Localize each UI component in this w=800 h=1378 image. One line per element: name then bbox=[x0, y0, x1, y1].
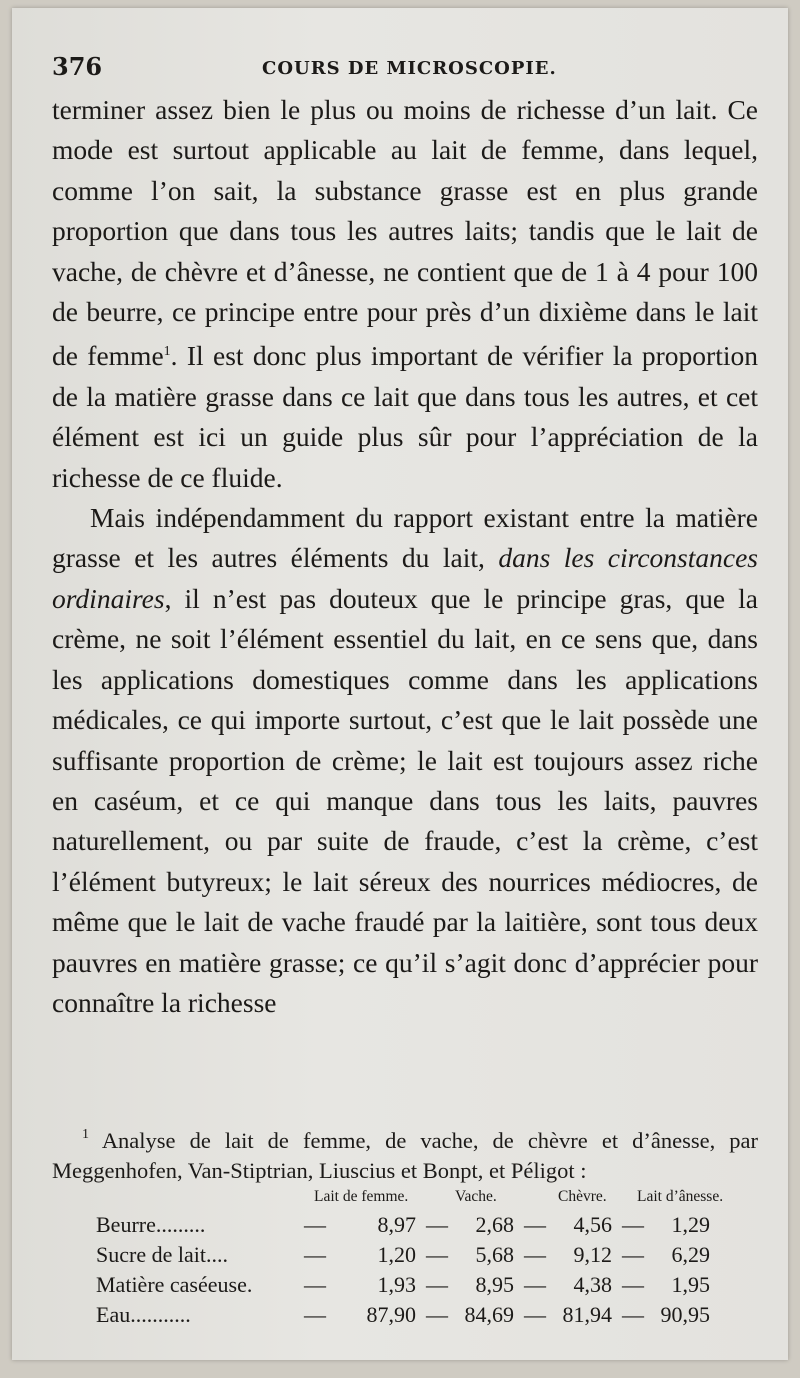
paragraph-2-italic: dans les circonstances ordinaires bbox=[52, 542, 758, 614]
row-label: Eau........... bbox=[96, 1302, 191, 1327]
table-cell: 90,95 bbox=[660, 1302, 710, 1327]
body-text bbox=[52, 90, 758, 1023]
column-header: Lait de femme. bbox=[314, 1188, 409, 1205]
dash: — bbox=[622, 1242, 644, 1267]
dash: — bbox=[304, 1212, 326, 1237]
table-row bbox=[52, 1212, 758, 1242]
table-cell: 1,95 bbox=[671, 1272, 710, 1297]
paragraph-2-end: , il n’est pas douteux que le principe gras, que la crème, ne soit l’élément essentiel du lait, en ce sens que, dans les applications domestiques comme dans les applications médicales, ce qui importe surtout, c’est que le lait possède une suffisante proportion de crème; le lait est toujours assez riche en caséum, et ce qui manque dans tous les laits, pauvres naturellement, ou par suite de fraude, c’est la crème, c’est l’élément butyreux; le lait séreux des nourrices médiocres, de même que le lait de vache fraudé par la laitière, sont tous deux pauvres en matière grasse; ce qu’il s’agit donc d’apprécier pour connaître la richesse bbox=[52, 582, 758, 1018]
row-label: Matière caséeuse. bbox=[96, 1272, 253, 1297]
dash: — bbox=[622, 1272, 644, 1297]
dash: — bbox=[304, 1302, 326, 1327]
dash: — bbox=[524, 1302, 546, 1327]
milk-analysis-table bbox=[52, 1188, 758, 1332]
dash: — bbox=[426, 1212, 448, 1237]
footnote-mark: 1 bbox=[82, 1127, 89, 1142]
table-cell: 84,69 bbox=[464, 1302, 514, 1327]
paragraph-1-text: terminer assez bien le plus ou moins de richesse d’un lait. Ce mode est surtout applicable au lait de femme, dans lequel, comme l’on sait, la substance grasse est en plus grande proportion que dans tous les autres laits; tandis que le lait de vache, de chèvre et d’ânesse, ne contient que de 1 à 4 pour 100 de beurre, ce principe entre pour près d’un dixième dans le lait de femme bbox=[52, 94, 758, 372]
table-header-row bbox=[52, 1188, 758, 1212]
dash: — bbox=[524, 1272, 546, 1297]
column-header: Vache. bbox=[455, 1188, 497, 1205]
column-header: Chèvre. bbox=[558, 1188, 607, 1205]
dash: — bbox=[426, 1302, 448, 1327]
table-cell: 9,12 bbox=[573, 1242, 612, 1267]
table-row bbox=[52, 1272, 758, 1302]
dash: — bbox=[622, 1302, 644, 1327]
footnote bbox=[52, 1120, 758, 1186]
column-header: Lait d’ânesse. bbox=[637, 1188, 724, 1205]
table-cell: 1,20 bbox=[377, 1242, 416, 1267]
paragraph-1-end: . Il est donc plus important de vérifier la proportion de la matière grasse dans ce lait que dans tous les autres, et cet élément est ici un guide plus sûr pour l’appréciation de la richesse de ce fluide. bbox=[52, 340, 758, 493]
table-cell: 1,29 bbox=[671, 1212, 710, 1237]
footnote-text: Analyse de lait de femme, de vache, de chèvre et d’ânesse, par Meggenhofen, Van-Stiptrian, Liuscius et Bonpt, et Péligot : bbox=[52, 1128, 758, 1183]
table-cell: 6,29 bbox=[671, 1242, 710, 1267]
dash: — bbox=[524, 1212, 546, 1237]
page-number: 376 bbox=[52, 52, 103, 81]
table-cell: 4,38 bbox=[573, 1272, 612, 1297]
table-cell: 81,94 bbox=[562, 1302, 612, 1327]
table-cell: 1,93 bbox=[377, 1272, 416, 1297]
dash: — bbox=[622, 1212, 644, 1237]
paragraph-2 bbox=[52, 498, 758, 1023]
table-cell: 8,95 bbox=[475, 1272, 514, 1297]
table-cell: 87,90 bbox=[366, 1302, 416, 1327]
running-title: COURS DE MICROSCOPIE. bbox=[262, 58, 557, 79]
dash: — bbox=[426, 1272, 448, 1297]
paragraph-2-start: Mais indépendamment du rapport existant entre la matière grasse et les autres éléments du lait, bbox=[52, 502, 758, 574]
row-label: Beurre......... bbox=[96, 1212, 206, 1237]
table-cell: 8,97 bbox=[377, 1212, 416, 1237]
footnote-reference: 1 bbox=[163, 344, 171, 360]
table-cell: 5,68 bbox=[475, 1242, 514, 1267]
table-row bbox=[52, 1302, 758, 1332]
row-label: Sucre de lait.... bbox=[96, 1242, 228, 1267]
dash: — bbox=[304, 1242, 326, 1267]
table-cell: 4,56 bbox=[573, 1212, 612, 1237]
dash: — bbox=[524, 1242, 546, 1267]
dash: — bbox=[426, 1242, 448, 1267]
dash: — bbox=[304, 1272, 326, 1297]
page-header bbox=[52, 52, 758, 88]
table-cell: 2,68 bbox=[475, 1212, 514, 1237]
paragraph-1 bbox=[52, 90, 758, 498]
book-page bbox=[12, 8, 788, 1360]
table-row bbox=[52, 1242, 758, 1272]
